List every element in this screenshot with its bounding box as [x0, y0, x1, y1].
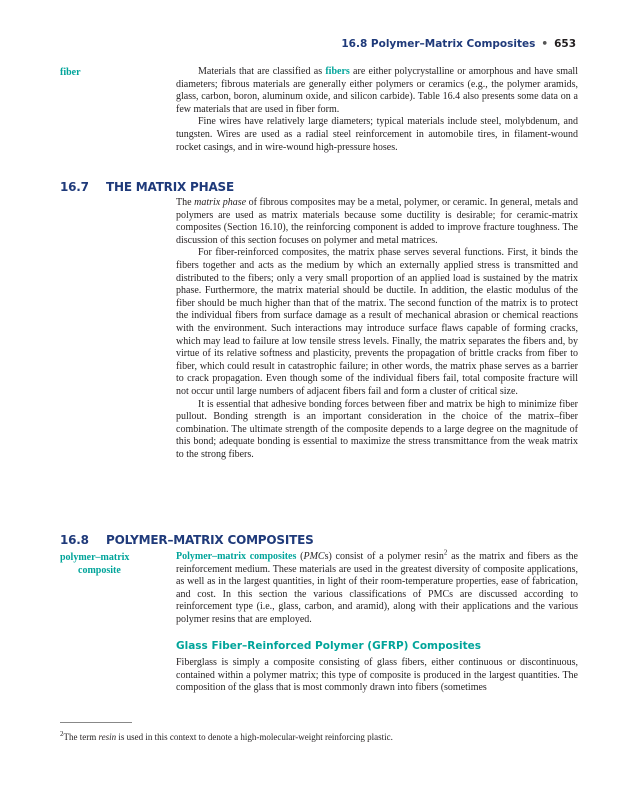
matrix-paragraph-2: For fiber-reinforced composites, the matrix phase serves several functions. First, it binds the fibers together and acts as the medium by which an externally applied stress is transmitted and distributed to the fibers; only a very small proportion of an applied load is sustained by the matrix phase. Furthermore, the matrix material should be ductile. In addition, the elastic modulus of the fiber should be much higher than that of the matrix. The second function of the matrix is to protect the individual fibers from surface damage as a result of mechanical abrasion or chemical reactions with the environment. Such interactions may introduce surface flaws capable of forming cracks, which may lead to failure at low tensile stress levels. Finally, the matrix separates the fibers and, by virtue of its relative softness and plasticity, prevents the propagation of brittle cracks from fiber to fiber, which could result in catastrophic failure; in other words, the matrix phase serves as a barrier to crack propagation. Even though some of the individual fibers fail, total composite fracture will not occur until large numbers of adjacent fibers fail and form a cluster of critical size. [176, 247, 578, 397]
fiber-p1-post: are either polycrystalline or amorphous and have small diameters; fibrous materials are generally either polymers or ceramics (e.g., the polymer aramids, glass, carbon, boron, aluminum oxide, and silicon carbide). Table 16.4 also presents some data on a few materials that are used in fiber form. [176, 66, 578, 115]
margin-term-pmc-line1: polymer–matrix [60, 552, 130, 563]
running-head [341, 38, 576, 50]
running-head-separator: • [541, 38, 549, 50]
pmc-keyword: Polymer–matrix composites [176, 551, 297, 562]
fiber-keyword: fibers [325, 66, 350, 77]
margin-term-pmc-line2: composite [78, 565, 121, 576]
section-heading-16-7 [60, 180, 234, 194]
page-number: 653 [554, 38, 576, 50]
footnote-pre: The term [63, 732, 99, 742]
matrix-p1-emphasis: matrix phase [194, 197, 247, 208]
matrix-p1-post: of fibrous composites may be a metal, polymer, or ceramic. In general, metals and polymers are used as matrix materials because some ductility is desirable; for ceramic-matrix composites (Section 16.10), the reinforcing component is added to improve fracture toughness. The discussion of this section focuses on polymer and metal matrices. [176, 197, 578, 246]
pmc-p1-post: as the matrix and fibers as the reinforcement medium. These materials are used in the greatest diversity of composite applications, as well as in the largest quantities, in light of their room-temperature properties, ease of fabrication, and cost. In this section the various classifications of PMCs are discussed according to reinforcement type (i.e., glass, carbon, and aramid), along with their applications and the various polymer resins that are employed. [176, 551, 578, 625]
gfrp-paragraph-1: Fiberglass is simply a composite consisting of glass fibers, either continuous or discontinuous, contained within a polymer matrix; this type of composite is produced in the largest quantities. The composition of the glass that is most commonly drawn into fibers (sometimes [176, 657, 578, 694]
pmc-body [176, 548, 578, 627]
gfrp-body [176, 657, 578, 695]
matrix-p1-pre: The [176, 197, 195, 208]
fiber-paragraph-1 [176, 66, 578, 116]
margin-term-fiber: fiber [60, 67, 81, 78]
footnote-emphasis: resin [98, 732, 117, 742]
footnote-post: is used in this context to denote a high-molecular-weight reinforcing plastic. [116, 732, 393, 742]
pmc-p1-mid1: ( [296, 551, 304, 562]
section-number: 16.7 [60, 180, 89, 194]
pmc-paragraph-1 [176, 548, 578, 627]
footnote-marker: 2 [60, 730, 64, 738]
fiber-paragraph-2: Fine wires have relatively large diameters; typical materials include steel, molybdenum, and tungsten. Wires are used as a radial steel reinforcement in automobile tires, in filament-wound rocket casings, and in wire-wound high-pressure hoses. [176, 116, 578, 153]
footnote [60, 732, 580, 743]
pmc-abbreviation: PMC [303, 551, 325, 562]
section-heading-16-8 [60, 533, 314, 547]
matrix-phase-body [176, 197, 578, 461]
subsection-heading-gfrp: Glass Fiber–Reinforced Polymer (GFRP) Composites [176, 640, 481, 652]
matrix-paragraph-3: It is essential that adhesive bonding forces between fiber and matrix be high to minimize fiber pullout. Bonding strength is an important consideration in the choice of the matrix–fiber combination. The ultimate strength of the composite depends to a large degree on the magnitude of this bond; adequate bonding is essential to maximize the stress transmittance from the weak matrix to the strong fibers. [176, 398, 578, 460]
section-title: POLYMER–MATRIX COMPOSITES [106, 533, 314, 547]
fiber-p1-pre: Materials that are classified as [198, 66, 326, 77]
margin-term-pmc [60, 551, 160, 577]
footnote-reference: 2 [443, 548, 448, 557]
running-head-section: 16.8 Polymer–Matrix Composites [341, 38, 536, 50]
section-number: 16.8 [60, 533, 89, 547]
matrix-paragraph-1 [176, 197, 578, 247]
pmc-p1-mid2: s) consist of a polymer resin [324, 551, 444, 562]
footnote-rule [60, 722, 132, 723]
fiber-block [176, 66, 578, 154]
section-title: THE MATRIX PHASE [106, 180, 234, 194]
